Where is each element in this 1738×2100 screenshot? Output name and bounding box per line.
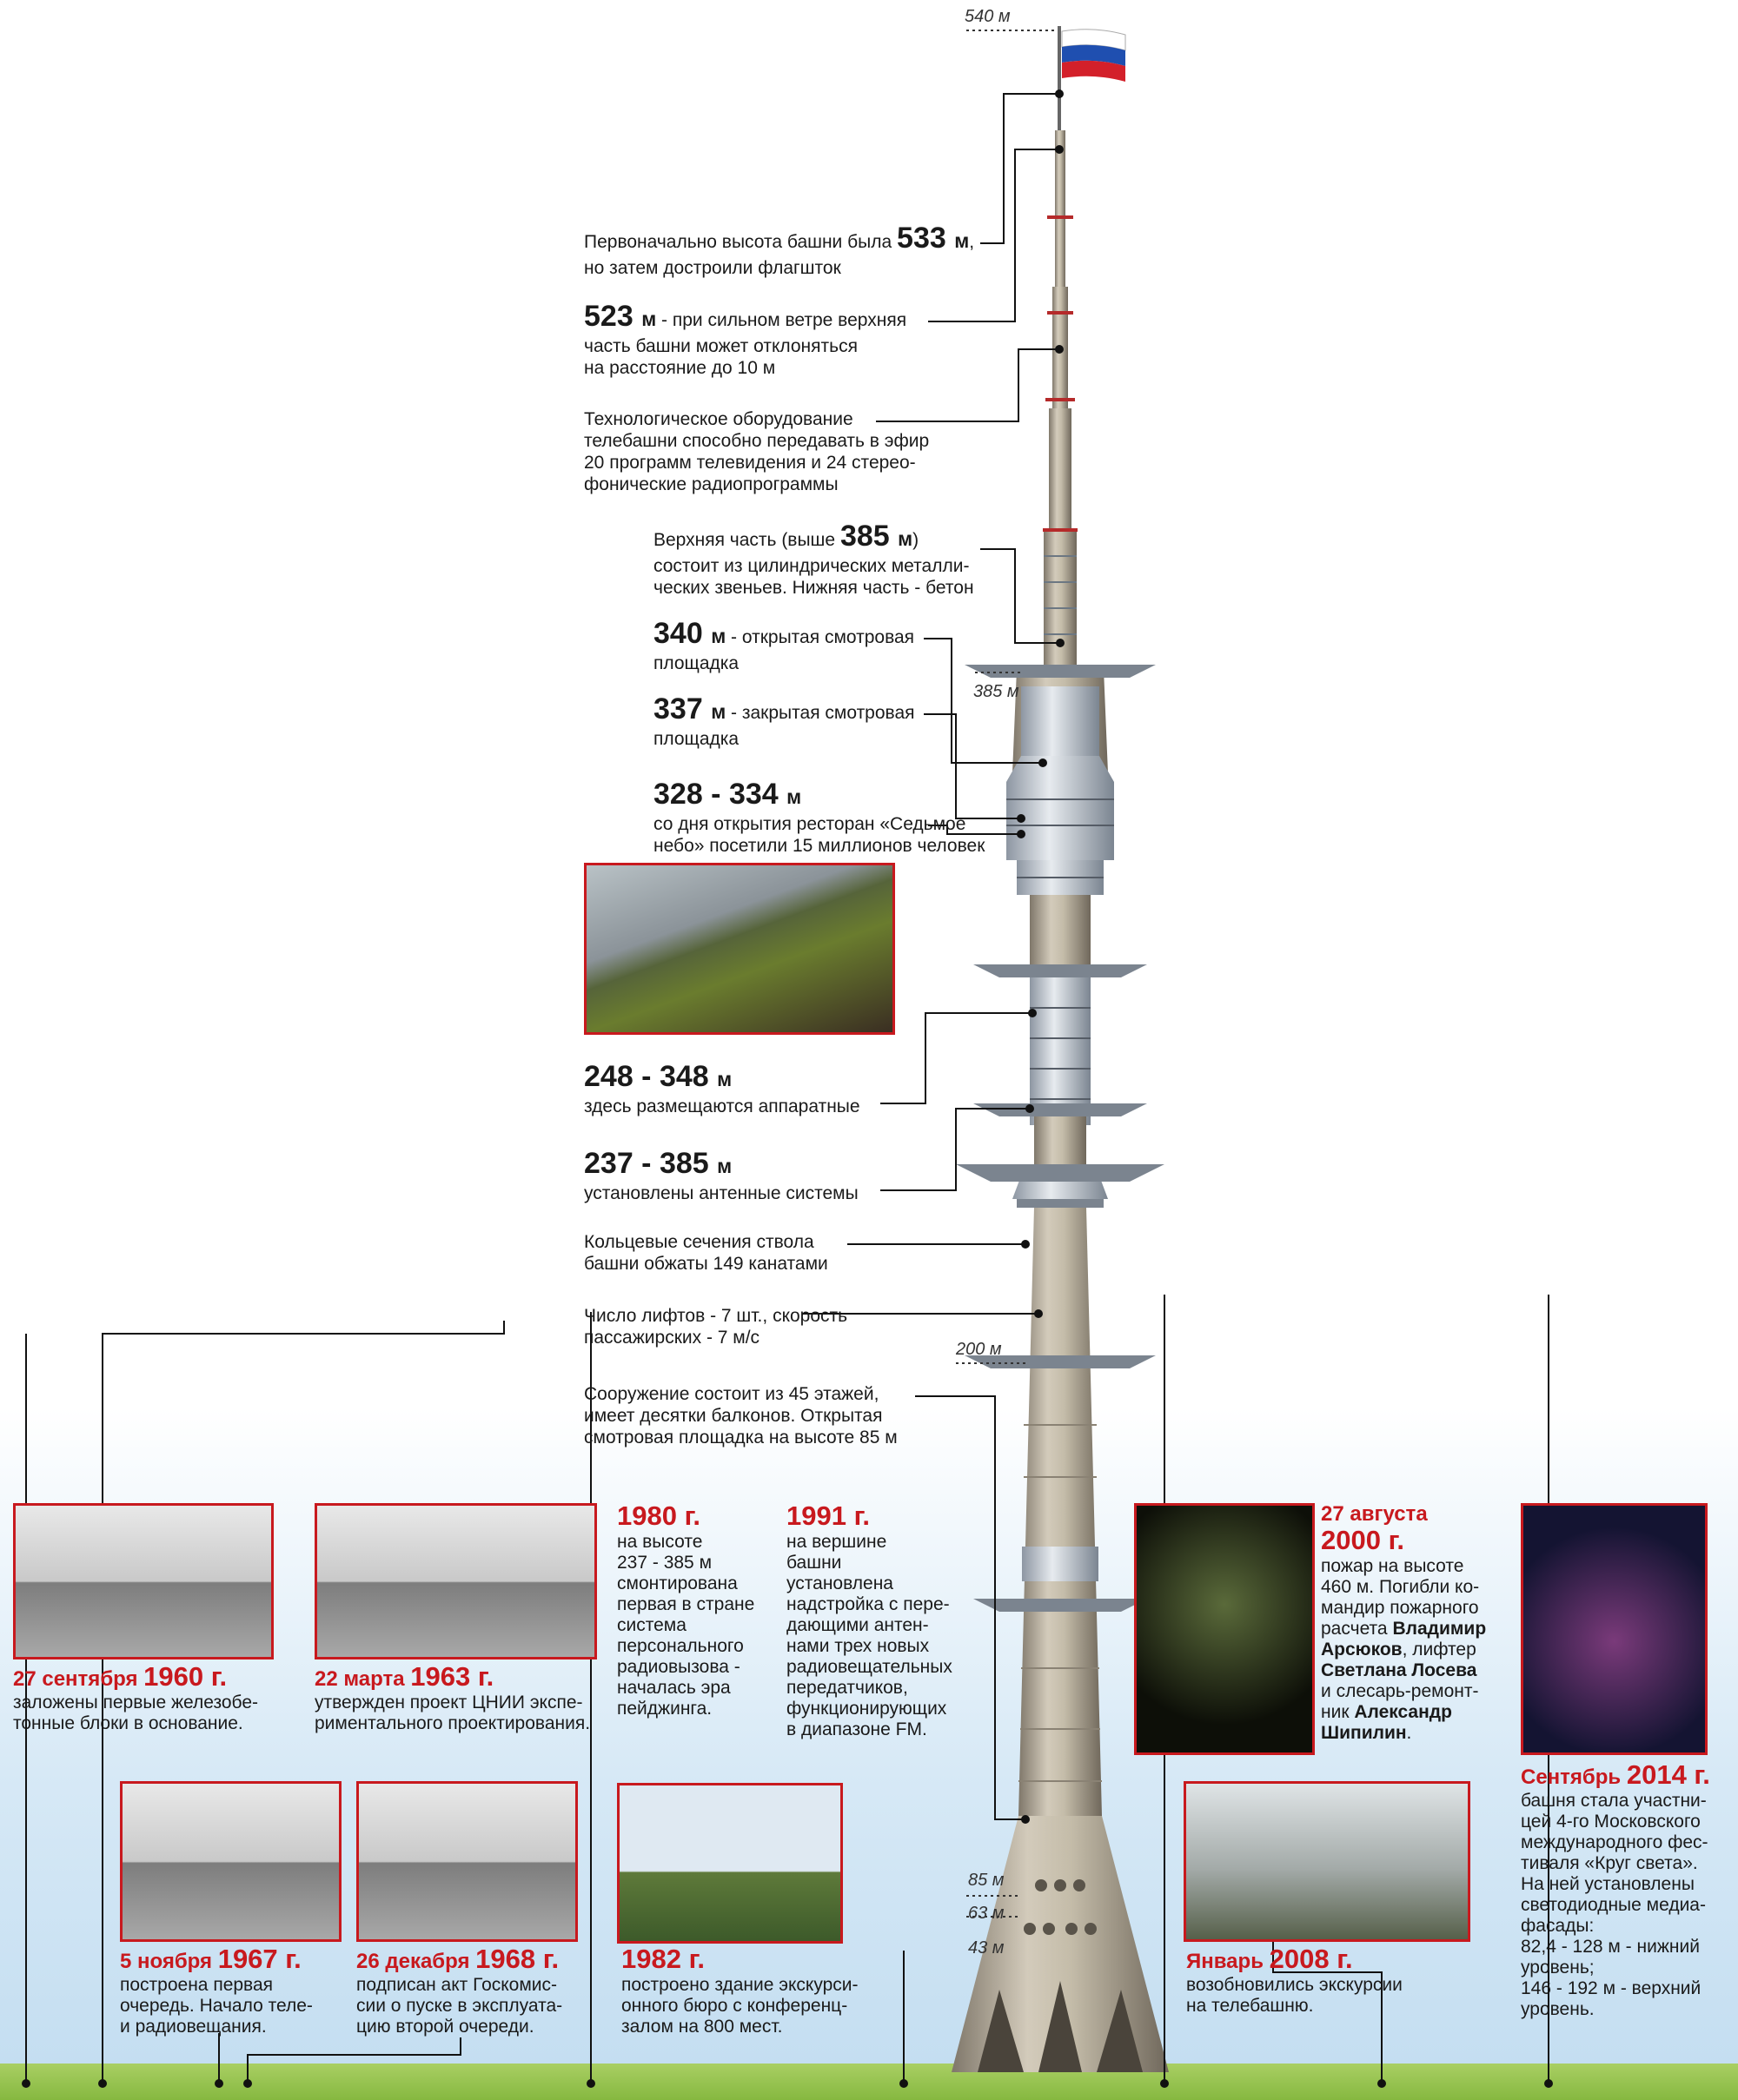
height-200: 200 м bbox=[956, 1340, 1002, 1359]
observation-pod bbox=[1006, 686, 1114, 895]
annotation-equipment: Технологическое оборудование телебашни способно передавать в эфир 20 программ телевидения и 24 стерео- фонические радиопрограммы bbox=[584, 409, 930, 494]
height-540: 540 м bbox=[965, 7, 1011, 26]
photo-2000 bbox=[1134, 1503, 1315, 1755]
annotation-closed-337: 337 м - закрытая смотровая площадка bbox=[653, 692, 915, 749]
russian-flag-icon bbox=[1059, 26, 1125, 156]
event-1963: 22 марта 1963 г. утвержден проект ЦНИИ экспе- риментального проектирования. bbox=[315, 1661, 591, 1733]
annotation-apparatus: 248 - 348 м здесь размещаются аппаратные bbox=[584, 1060, 860, 1116]
annotation-lifts: Число лифтов - 7 шт., скорость пассажирских - 7 м/с bbox=[584, 1306, 848, 1348]
annotation-restaurant: 328 - 334 м со дня открытия ресторан «Седьмое небо» посетили 15 миллионов человек bbox=[653, 778, 985, 856]
restaurant-photo bbox=[584, 863, 895, 1035]
annotation-flagpole: Первоначально высота башни была 533 м, но затем достроили флагшток bbox=[584, 222, 975, 278]
event-2014: Сентябрь 2014 г. башня стала участни- цей 4-го Московского международного фес- тиваля «Круг света». На ней установлены светодиодные медиа- фасады: 82,4 - 128 м - нижний уровень; 146 - 192 м - верхний уровень. bbox=[1521, 1759, 1710, 2019]
photo-2014 bbox=[1521, 1503, 1708, 1755]
height-85: 85 м bbox=[968, 1871, 1005, 1890]
photo-1967 bbox=[120, 1781, 342, 1942]
height-385: 385 м bbox=[973, 682, 1019, 701]
event-1968: 26 декабря 1968 г. подписан акт Госкомис- сии о пуске в эксплуата- цию второй очереди. bbox=[356, 1944, 563, 2037]
height-63-label: 63 м bbox=[968, 1904, 1005, 1923]
event-1991: 1991 г. на вершине башни установлена надстройка с пере- дающими антен- нами трех новых радиовещательных передатчиков, функционирующих в диапазоне FM. bbox=[786, 1500, 952, 1739]
event-1967: 5 ноября 1967 г. построена первая очередь. Начало теле- и радиовещания. bbox=[120, 1944, 313, 2037]
annotation-ropes: Кольцевые сечения ствола башни обжаты 149 канатами bbox=[584, 1232, 828, 1274]
photo-1982 bbox=[617, 1783, 843, 1944]
annotation-upper-part: Верхняя часть (выше 385 м) состоит из цилиндрических металли- ческих звеньев. Нижняя часть - бетон bbox=[653, 520, 974, 598]
event-2008: Январь 2008 г. возобновились экскурсии на телебашню. bbox=[1186, 1944, 1403, 2016]
photo-1968 bbox=[356, 1781, 578, 1942]
event-1960: 27 сентября 1960 г. заложены первые железобе- тонные блоки в основание. bbox=[13, 1661, 259, 1733]
photo-1960 bbox=[13, 1503, 274, 1659]
annotation-wind: 523 м - при сильном ветре верхняя часть башни может отклоняться на расстояние до 10 м bbox=[584, 300, 907, 378]
photo-2008 bbox=[1184, 1781, 1470, 1942]
height-43: 43 м bbox=[968, 1938, 1005, 1958]
annotation-antenna: 237 - 385 м установлены антенные системы bbox=[584, 1147, 859, 1203]
event-2000: 27 августа 2000 г. пожар на высоте 460 м. Погибли ко- мандир пожарного расчета Владимир Арсюков, лифтер Светлана Лосева и слесарь-ремонт- ник Александр Шипилин. bbox=[1321, 1502, 1487, 1743]
annotation-open-340: 340 м - открытая смотровая площадка bbox=[653, 617, 915, 673]
event-1982: 1982 г. построено здание экскурси- онного бюро с конференц- залом на 800 мест. bbox=[621, 1944, 859, 2037]
annotation-floors: Сооружение состоит из 45 этажей, имеет десятки балконов. Открытая смотровая площадка на высоте 85 м bbox=[584, 1384, 898, 1447]
photo-1963 bbox=[315, 1503, 597, 1659]
event-1980: 1980 г. на высоте 237 - 385 м смонтирована первая в стране система персонального радиовызова - началась эра пейджинга. bbox=[617, 1500, 755, 1719]
